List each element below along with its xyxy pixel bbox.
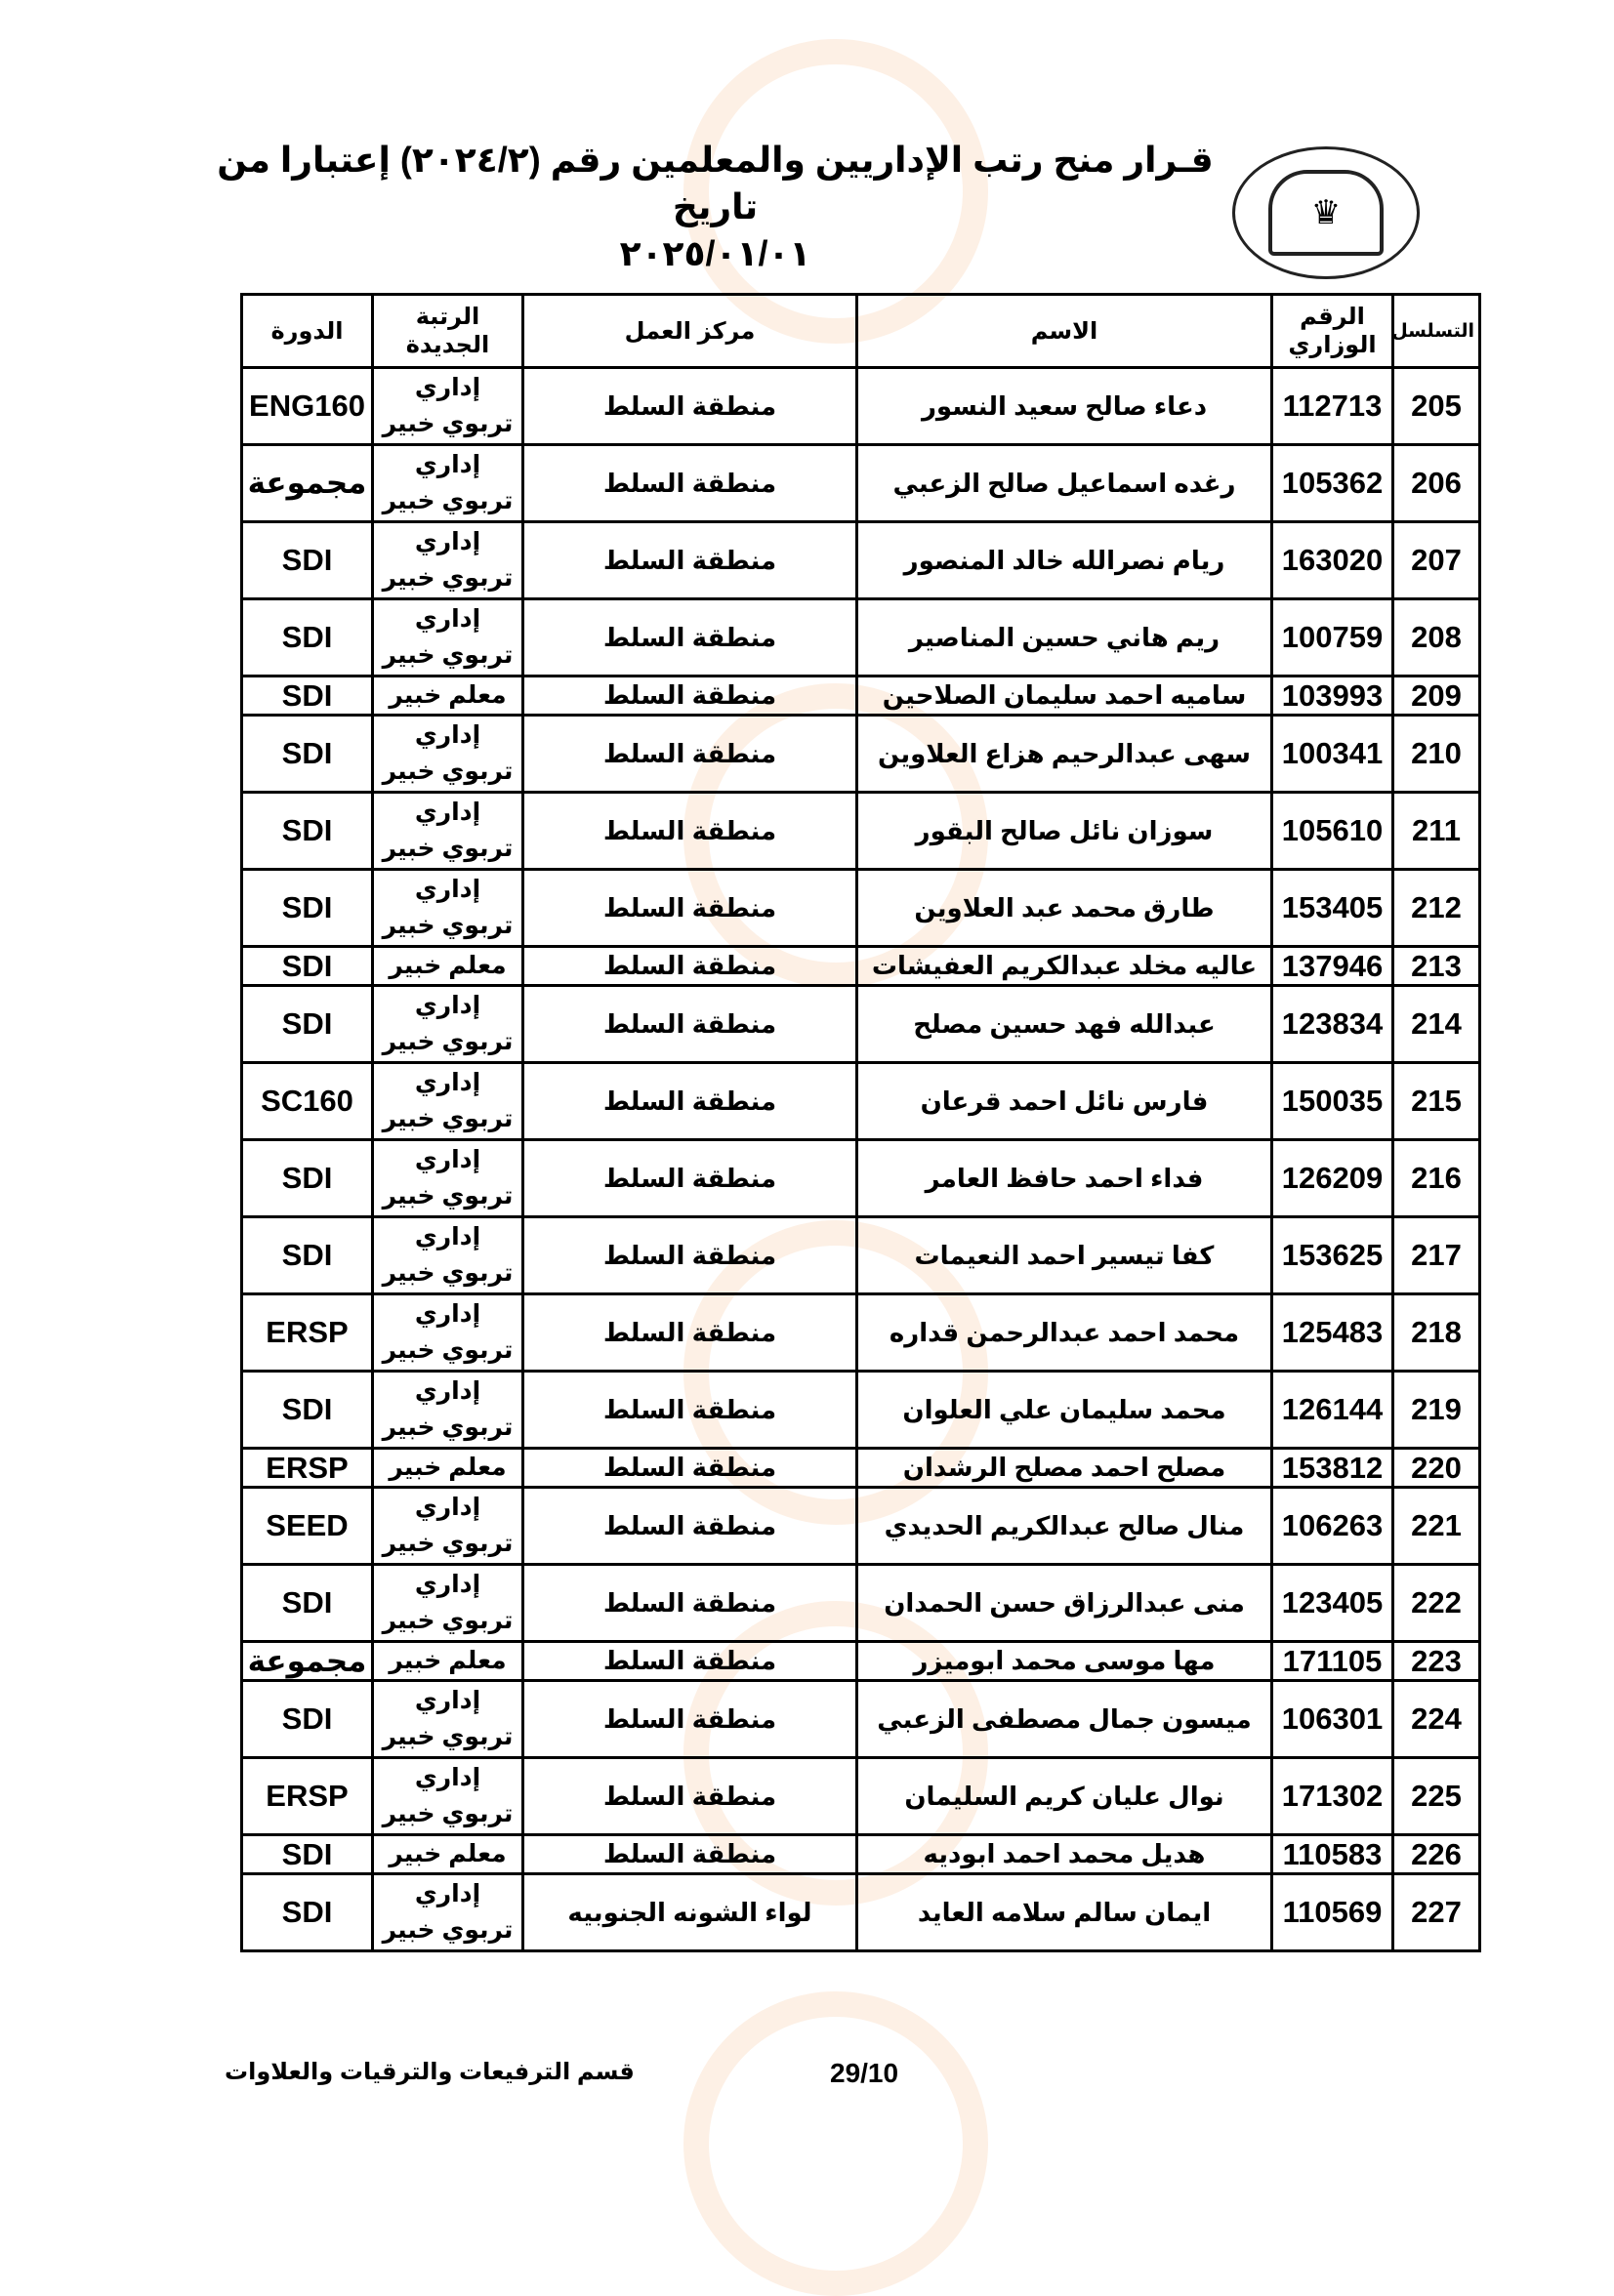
ministry-number-cell: 171105 [1272, 1642, 1393, 1681]
work-center-cell: منطقة السلط [523, 1681, 857, 1758]
course-cell: ERSP [242, 1449, 373, 1488]
header-course: الدورة [242, 295, 373, 368]
course-cell: SDI [242, 1217, 373, 1294]
work-center-cell: منطقة السلط [523, 1565, 857, 1642]
table-row [242, 986, 1480, 1063]
table-row [242, 1642, 1480, 1681]
name-cell: منى عبدالرزاق حسن الحمدان [857, 1565, 1272, 1642]
ministry-number-cell: 163020 [1272, 522, 1393, 599]
course-cell: SDI [242, 947, 373, 986]
ministry-number-cell: 105610 [1272, 793, 1393, 870]
work-center-cell: منطقة السلط [523, 1449, 857, 1488]
name-cell: فارس نائل احمد قرعان [857, 1063, 1272, 1140]
ministry-logo [1232, 146, 1420, 279]
table-row [242, 1140, 1480, 1217]
new-rank-cell: إداري تربوي خبير [373, 1874, 523, 1951]
work-center-cell: منطقة السلط [523, 522, 857, 599]
course-cell: SDI [242, 716, 373, 793]
ministry-number-cell: 123405 [1272, 1565, 1393, 1642]
table-row [242, 1294, 1480, 1372]
ministry-number-cell: 126209 [1272, 1140, 1393, 1217]
name-cell: سوزان نائل صالح البقور [857, 793, 1272, 870]
table-row [242, 1758, 1480, 1835]
serial-cell: 224 [1393, 1681, 1480, 1758]
name-cell: مصلح احمد مصلح الرشدان [857, 1449, 1272, 1488]
name-cell: ساميه احمد سليمان الصلاحين [857, 676, 1272, 716]
name-cell: محمد احمد عبدالرحمن قداره [857, 1294, 1272, 1372]
table-row [242, 1449, 1480, 1488]
ministry-number-cell: 110583 [1272, 1835, 1393, 1874]
table-row [242, 1488, 1480, 1565]
course-cell: ENG160 [242, 368, 373, 445]
ministry-number-cell: 106301 [1272, 1681, 1393, 1758]
new-rank-cell: إداري تربوي خبير [373, 1294, 523, 1372]
name-cell: ميسون جمال مصطفى الزعبي [857, 1681, 1272, 1758]
new-rank-cell: إداري تربوي خبير [373, 716, 523, 793]
ministry-number-cell: 112713 [1272, 368, 1393, 445]
course-cell: SDI [242, 676, 373, 716]
course-cell: SDI [242, 1565, 373, 1642]
name-cell: رغده اسماعيل صالح الزعبي [857, 445, 1272, 522]
course-cell: SDI [242, 1140, 373, 1217]
serial-cell: 219 [1393, 1372, 1480, 1449]
ministry-number-cell: 126144 [1272, 1372, 1393, 1449]
name-cell: مها موسى محمد ابوميزر [857, 1642, 1272, 1681]
ministry-number-cell: 100759 [1272, 599, 1393, 676]
name-cell: عاليه مخلد عبدالكريم العفيشات [857, 947, 1272, 986]
ministry-number-cell: 110569 [1272, 1874, 1393, 1951]
crown-emblem-icon: ♛ [1268, 170, 1384, 256]
header-ministry-number: الرقم الوزاري [1272, 295, 1393, 368]
work-center-cell: منطقة السلط [523, 1372, 857, 1449]
work-center-cell: منطقة السلط [523, 368, 857, 445]
table-row [242, 716, 1480, 793]
work-center-cell: منطقة السلط [523, 599, 857, 676]
serial-cell: 216 [1393, 1140, 1480, 1217]
ministry-number-cell: 153625 [1272, 1217, 1393, 1294]
name-cell: محمد سليمان علي العلوان [857, 1372, 1272, 1449]
serial-cell: 217 [1393, 1217, 1480, 1294]
serial-cell: 223 [1393, 1642, 1480, 1681]
new-rank-cell: إداري تربوي خبير [373, 1681, 523, 1758]
course-cell: SEED [242, 1488, 373, 1565]
ministry-number-cell: 137946 [1272, 947, 1393, 986]
table-row [242, 1063, 1480, 1140]
work-center-cell: منطقة السلط [523, 716, 857, 793]
name-cell: ريام نصرالله خالد المنصور [857, 522, 1272, 599]
work-center-cell: منطقة السلط [523, 1758, 857, 1835]
new-rank-cell: معلم خبير [373, 1449, 523, 1488]
table-row [242, 870, 1480, 947]
name-cell: طارق محمد عبد العلاوين [857, 870, 1272, 947]
work-center-cell: منطقة السلط [523, 1488, 857, 1565]
work-center-cell: منطقة السلط [523, 1140, 857, 1217]
work-center-cell: منطقة السلط [523, 1835, 857, 1874]
footer-department: قسم الترفيعات والترقيات والعلاوات [225, 2059, 635, 2085]
serial-cell: 222 [1393, 1565, 1480, 1642]
course-cell: SDI [242, 1874, 373, 1951]
serial-cell: 221 [1393, 1488, 1480, 1565]
name-cell: فداء احمد حافظ العامر [857, 1140, 1272, 1217]
work-center-cell: منطقة السلط [523, 1294, 857, 1372]
ministry-number-cell: 105362 [1272, 445, 1393, 522]
serial-cell: 209 [1393, 676, 1480, 716]
new-rank-cell: إداري تربوي خبير [373, 1565, 523, 1642]
serial-cell: 206 [1393, 445, 1480, 522]
name-cell: هديل محمد احمد ابوديه [857, 1835, 1272, 1874]
table-row [242, 1681, 1480, 1758]
name-cell: ايمان سالم سلامه العايد [857, 1874, 1272, 1951]
serial-cell: 212 [1393, 870, 1480, 947]
new-rank-cell: إداري تربوي خبير [373, 793, 523, 870]
ministry-number-cell: 100341 [1272, 716, 1393, 793]
serial-cell: 220 [1393, 1449, 1480, 1488]
course-cell: SDI [242, 599, 373, 676]
table-row [242, 368, 1480, 445]
course-cell: ERSP [242, 1758, 373, 1835]
name-cell: سهى عبدالرحيم هزاع العلاوين [857, 716, 1272, 793]
new-rank-cell: معلم خبير [373, 1835, 523, 1874]
serial-cell: 218 [1393, 1294, 1480, 1372]
ministry-number-cell: 125483 [1272, 1294, 1393, 1372]
new-rank-cell: إداري تربوي خبير [373, 522, 523, 599]
document-title: قـرار منح رتب الإداريين والمعلمين رقم (٢٠٢٤/٢) إعتبارا من تاريخ [217, 140, 1214, 226]
serial-cell: 213 [1393, 947, 1480, 986]
name-cell: دعاء صالح سعيد النسور [857, 368, 1272, 445]
new-rank-cell: إداري تربوي خبير [373, 1140, 523, 1217]
header-new-rank: الرتبة الجديدة [373, 295, 523, 368]
table-row [242, 1835, 1480, 1874]
work-center-cell: منطقة السلط [523, 793, 857, 870]
name-cell: نوال عليان كريم السليمان [857, 1758, 1272, 1835]
work-center-cell: منطقة السلط [523, 870, 857, 947]
course-cell: SDI [242, 1372, 373, 1449]
table-row [242, 1217, 1480, 1294]
work-center-cell: لواء الشونه الجنوبيه [523, 1874, 857, 1951]
watermark-clock [683, 1991, 988, 2296]
header-work-center: مركز العمل [523, 295, 857, 368]
ministry-number-cell: 123834 [1272, 986, 1393, 1063]
course-cell: مجموعة [242, 1642, 373, 1681]
table-row [242, 793, 1480, 870]
serial-cell: 211 [1393, 793, 1480, 870]
serial-cell: 225 [1393, 1758, 1480, 1835]
new-rank-cell: إداري تربوي خبير [373, 368, 523, 445]
header-serial: التسلسل [1393, 295, 1480, 368]
work-center-cell: منطقة السلط [523, 947, 857, 986]
document-date: ٢٠٢٥/٠١/٠١ [619, 233, 811, 273]
serial-cell: 215 [1393, 1063, 1480, 1140]
new-rank-cell: إداري تربوي خبير [373, 870, 523, 947]
table-row [242, 1874, 1480, 1951]
table-row [242, 1565, 1480, 1642]
course-cell: SDI [242, 870, 373, 947]
ministry-number-cell: 153405 [1272, 870, 1393, 947]
serial-cell: 205 [1393, 368, 1480, 445]
new-rank-cell: إداري تربوي خبير [373, 986, 523, 1063]
name-cell: منال صالح عبدالكريم الحديدي [857, 1488, 1272, 1565]
serial-cell: 227 [1393, 1874, 1480, 1951]
new-rank-cell: معلم خبير [373, 1642, 523, 1681]
new-rank-cell: إداري تربوي خبير [373, 445, 523, 522]
work-center-cell: منطقة السلط [523, 445, 857, 522]
table-row [242, 947, 1480, 986]
page-number: 29/10 [830, 2058, 899, 2088]
new-rank-cell: إداري تربوي خبير [373, 1063, 523, 1140]
table-header-row [242, 295, 1480, 368]
serial-cell: 207 [1393, 522, 1480, 599]
new-rank-cell: إداري تربوي خبير [373, 1758, 523, 1835]
work-center-cell: منطقة السلط [523, 1063, 857, 1140]
name-cell: كفا تيسير احمد النعيمات [857, 1217, 1272, 1294]
serial-cell: 208 [1393, 599, 1480, 676]
new-rank-cell: إداري تربوي خبير [373, 599, 523, 676]
ministry-number-cell: 103993 [1272, 676, 1393, 716]
work-center-cell: منطقة السلط [523, 986, 857, 1063]
course-cell: SDI [242, 793, 373, 870]
work-center-cell: منطقة السلط [523, 676, 857, 716]
new-rank-cell: إداري تربوي خبير [373, 1372, 523, 1449]
ministry-number-cell: 150035 [1272, 1063, 1393, 1140]
course-cell: مجموعة [242, 445, 373, 522]
new-rank-cell: معلم خبير [373, 947, 523, 986]
table-row [242, 1372, 1480, 1449]
document-heading [210, 137, 1221, 277]
course-cell: ERSP [242, 1294, 373, 1372]
course-cell: SDI [242, 1681, 373, 1758]
work-center-cell: منطقة السلط [523, 1217, 857, 1294]
course-cell: SDI [242, 522, 373, 599]
name-cell: ريم هاني حسين المناصير [857, 599, 1272, 676]
ranks-table [240, 293, 1481, 1952]
table-row [242, 445, 1480, 522]
new-rank-cell: إداري تربوي خبير [373, 1488, 523, 1565]
new-rank-cell: إداري تربوي خبير [373, 1217, 523, 1294]
ministry-number-cell: 171302 [1272, 1758, 1393, 1835]
header-name: الاسم [857, 295, 1272, 368]
name-cell: عبدالله فهد حسين مصلح [857, 986, 1272, 1063]
course-cell: SDI [242, 986, 373, 1063]
ministry-number-cell: 153812 [1272, 1449, 1393, 1488]
ministry-number-cell: 106263 [1272, 1488, 1393, 1565]
course-cell: SDI [242, 1835, 373, 1874]
course-cell: SC160 [242, 1063, 373, 1140]
serial-cell: 226 [1393, 1835, 1480, 1874]
new-rank-cell: معلم خبير [373, 676, 523, 716]
work-center-cell: منطقة السلط [523, 1642, 857, 1681]
table-row [242, 599, 1480, 676]
table-row [242, 676, 1480, 716]
serial-cell: 210 [1393, 716, 1480, 793]
serial-cell: 214 [1393, 986, 1480, 1063]
table-row [242, 522, 1480, 599]
